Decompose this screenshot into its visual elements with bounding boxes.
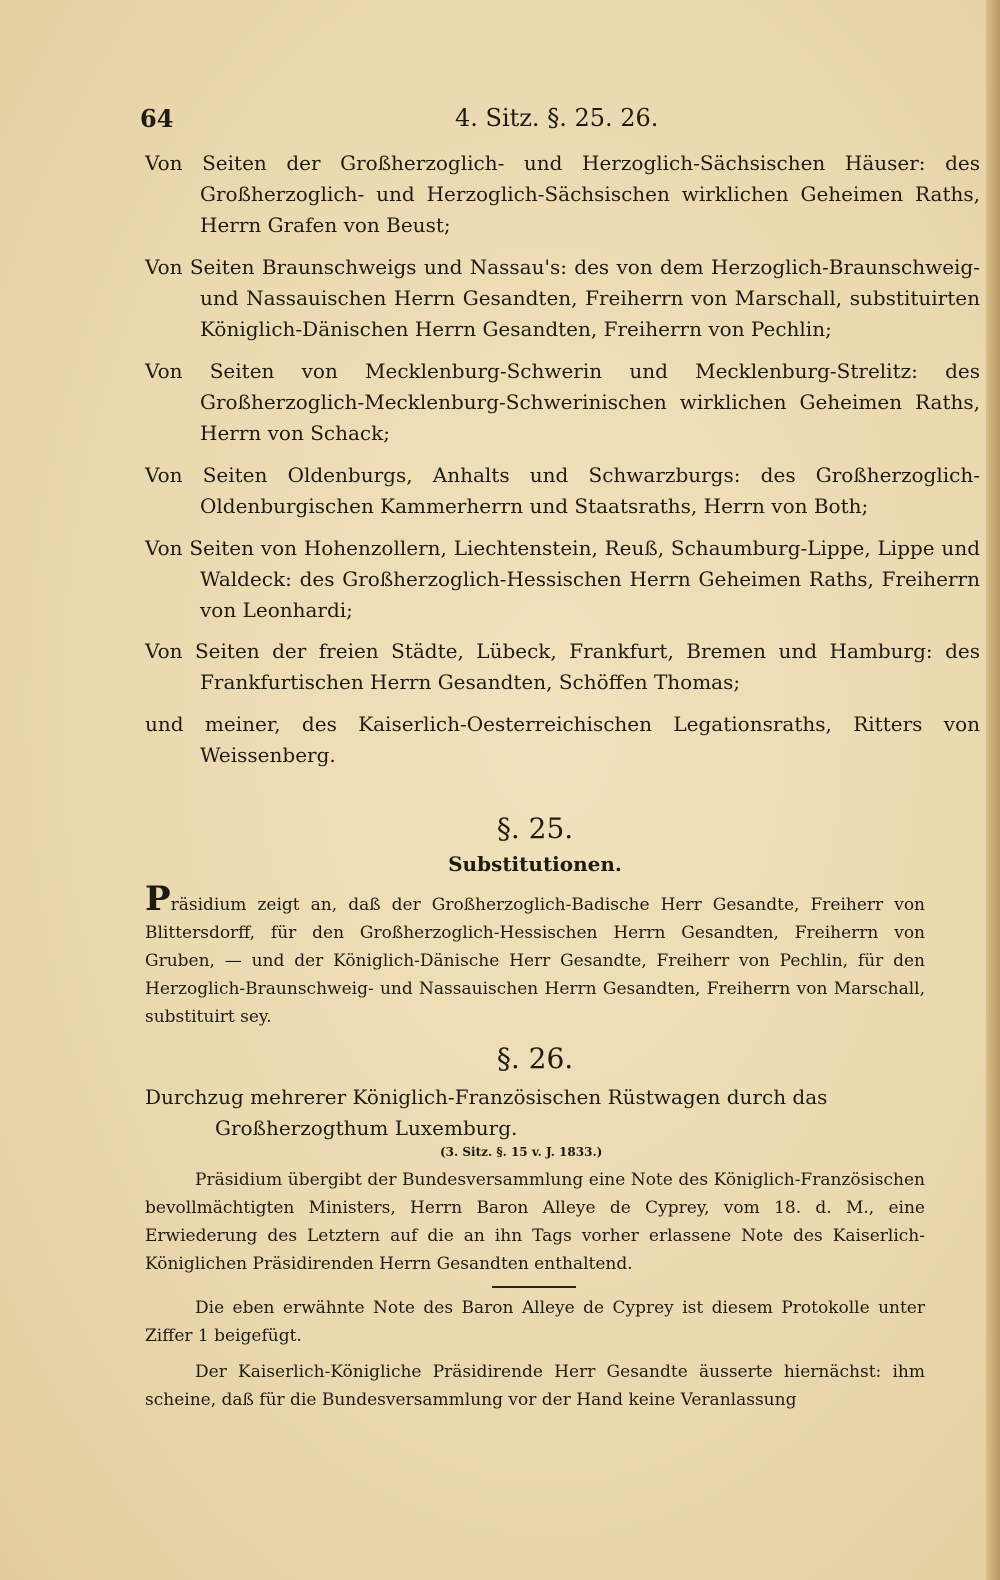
signatory-entry: Von Seiten von Hohenzollern, Liechtenstein, Reuß, Schaumburg-Lippe, Lippe und Waldeck: des Großherzoglich-Hessischen Herrn Geheimen Raths, Freiherrn von Leonhardi; <box>145 536 980 622</box>
signatory-entry: Von Seiten Oldenburgs, Anhalts und Schwarzburgs: des Großherzoglich-Oldenburgischen Kammerherrn und Staatsraths, Herrn von Both; <box>145 463 980 518</box>
section-25-heading: §. 25. <box>496 812 574 845</box>
section-26-paragraph-2: Der Kaiserlich-Königliche Präsidirende Herr Gesandte äusserte hiernächst: ihm scheine, daß für die Bundesversammlung vor der Hand keine Veranlassung <box>145 1362 925 1410</box>
page-edge <box>986 0 1000 1580</box>
divider-rule <box>492 1286 576 1288</box>
drop-cap: P <box>145 879 171 919</box>
page-header <box>140 104 920 138</box>
signatory-entry: Von Seiten Braunschweigs und Nassau's: des von dem Herzoglich-Braunschweig- und Nassauischen Herrn Gesandten, Freiherrn von Marschall, substituirten Königlich-Dänischen Herrn Gesandten, Freiherrn von Pechlin; <box>145 255 980 341</box>
section-25-subtitle: Substitutionen. <box>448 852 622 876</box>
section-25-paragraph <box>145 879 925 1031</box>
signatory-entry: und meiner, des Kaiserlich-Oesterreichischen Legationsraths, Ritters von Weissenberg. <box>145 712 980 767</box>
page-number: 64 <box>140 104 174 133</box>
signatory-entry: Von Seiten der freien Städte, Lübeck, Frankfurt, Bremen und Hamburg: des Frankfurtischen Herrn Gesandten, Schöffen Thomas; <box>145 639 980 694</box>
section-25-text: räsidium zeigt an, daß der Großherzoglich-Badische Herr Gesandte, Freiherr von Blittersdorff, für den Großherzoglich-Hessischen Herrn Gesandten, Freiherrn von Gruben, — und der Königlich-Dänische Herr Gesandte, Freiherr von Pechlin, für den Herzoglich-Braunschweig- und Nassauischen Herrn Gesandten, Freiherrn von Marschall, substituirt sey. <box>145 895 925 1027</box>
signatory-entry: Von Seiten von Mecklenburg-Schwerin und Mecklenburg-Strelitz: des Großherzoglich-Mecklenburg-Schwerinischen wirklichen Geheimen Raths, Herrn von Schack; <box>145 359 980 445</box>
section-26-reference: (3. Sitz. §. 15 v. J. 1833.) <box>440 1145 603 1159</box>
section-26-note: Die eben erwähnte Note des Baron Alleye de Cyprey ist diesem Protokolle unter Ziffer 1 beigefügt. <box>145 1298 925 1346</box>
running-head: 4. Sitz. §. 25. 26. <box>455 104 659 132</box>
section-26-heading: §. 26. <box>496 1042 574 1075</box>
section-26-paragraph: Präsidium übergibt der Bundesversammlung eine Note des Königlich-Französischen bevollmächtigten Ministers, Herrn Baron Alleye de Cyprey, vom 18. d. M., eine Erwiederung des Letztern auf die an ihn Tags vorher erlassene Note des Kaiserlich-Königlichen Präsidirenden Herrn Gesandten enthaltend. <box>145 1170 925 1274</box>
signatory-entry: Von Seiten der Großherzoglich- und Herzoglich-Sächsischen Häuser: des Großherzoglich- und Herzoglich-Sächsischen wirklichen Geheimen Raths, Herrn Grafen von Beust; <box>145 151 980 237</box>
section-26-title: Durchzug mehrerer Königlich-Französischen Rüstwagen durch das Großherzogthum Luxemburg. <box>145 1085 828 1140</box>
